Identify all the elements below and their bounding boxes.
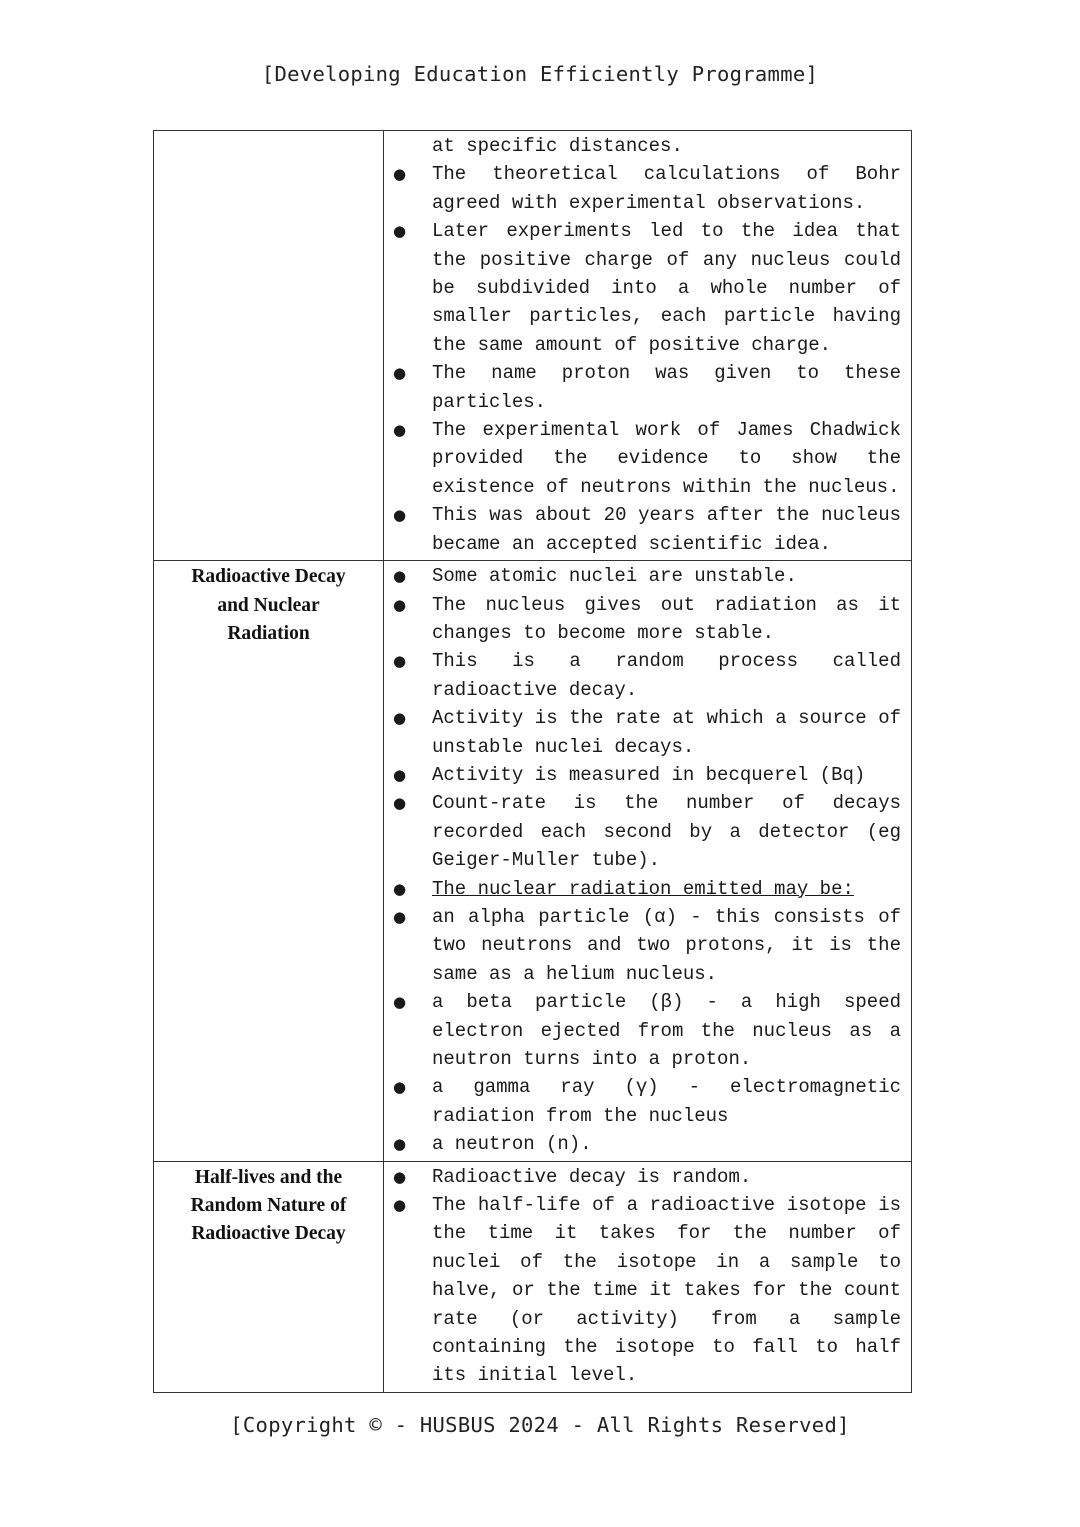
bullet-point <box>384 160 901 217</box>
topic-cell <box>154 1161 384 1392</box>
bullet-point <box>384 789 901 874</box>
bullet-point <box>384 1191 901 1390</box>
topic-heading-line: Half-lives and the <box>194 1166 343 1188</box>
topic-cell <box>154 561 384 1162</box>
bullet-text: Some atomic nuclei are unstable. <box>432 565 797 588</box>
bullet-point <box>384 875 901 903</box>
bullet-text: a neutron (n). <box>432 1133 592 1156</box>
page-header: [Developing Education Efficiently Programme] <box>261 62 819 86</box>
bullet-point <box>384 416 901 501</box>
bullet-point <box>384 1163 901 1191</box>
bullet-text: a gamma ray (γ) - electromagnetic radiation from the nucleus <box>432 1076 901 1127</box>
page-footer: [Copyright © - HUSBUS 2024 - All Rights Reserved] <box>230 1413 850 1437</box>
bullet-point <box>384 647 901 704</box>
topic-heading-line: Radioactive Decay <box>191 1223 346 1245</box>
bullet-point <box>384 591 901 648</box>
notes-cell <box>384 131 912 561</box>
table-row <box>154 1161 912 1392</box>
bullet-text: The name proton was given to these particles. <box>432 362 901 413</box>
bullet-text: The nuclear radiation emitted may be: <box>432 877 854 900</box>
bullet-point <box>384 761 901 789</box>
bullet-text: This is a random process called radioactive decay. <box>432 650 901 701</box>
bullet-text: The half-life of a radioactive isotope is the time it takes for the number of nuclei of the isotope in a sample to halve, or the time it takes for the count rate (or activity) from a sample containing the isotope to fall to half its initial level. <box>432 1194 901 1387</box>
bullet-text: Radioactive decay is random. <box>432 1165 752 1188</box>
notes-table <box>153 130 912 1393</box>
bullet-text: at specific distances. <box>432 135 683 157</box>
bullet-text: a beta particle (β) - a high speed electron ejected from the nucleus as a neutron turns into a proton. <box>432 991 901 1070</box>
bullet-list <box>384 1162 911 1392</box>
bullet-text: Count-rate is the number of decays recorded each second by a detector (eg Geiger-Muller tube). <box>432 792 901 872</box>
topic-cell <box>154 131 384 561</box>
bullet-text: The experimental work of James Chadwick provided the evidence to show the existence of neutrons within the nucleus. <box>432 419 901 498</box>
bullet-text: an alpha particle (α) - this consists of two neutrons and two protons, it is the same as a helium nucleus. <box>432 905 901 985</box>
bullet-text: Later experiments led to the idea that the positive charge of any nucleus could be subdivided into a whole number of smaller particles, each particle having the same amount of positive charge. <box>432 220 901 356</box>
topic-heading-line: Radiation <box>227 622 310 644</box>
table-row <box>154 561 912 1162</box>
bullet-point <box>384 1073 901 1130</box>
bullet-point <box>384 217 901 359</box>
bullet-text: The nucleus gives out radiation as it changes to become more stable. <box>432 593 901 644</box>
table-body <box>154 131 912 1393</box>
bullet-point <box>384 562 901 590</box>
table-row <box>154 131 912 561</box>
bullet-point <box>384 1130 901 1158</box>
notes-cell <box>384 561 912 1162</box>
bullet-text: Activity is measured in becquerel (Bq) <box>432 763 866 786</box>
bullet-text: The theoretical calculations of Bohr agreed with experimental observations. <box>432 163 901 214</box>
topic-heading-line: Random Nature of <box>190 1195 347 1217</box>
bullet-list <box>384 561 911 1161</box>
topic-heading-line: and Nuclear <box>217 594 320 616</box>
bullet-text: This was about 20 years after the nucleus became an accepted scientific idea. <box>432 504 901 555</box>
bullet-point <box>384 359 901 416</box>
notes-cell <box>384 1161 912 1392</box>
bullet-point <box>384 501 901 558</box>
bullet-list <box>384 131 911 560</box>
topic-heading-line: Radioactive Decay <box>191 566 346 588</box>
bullet-point <box>384 988 901 1073</box>
bullet-point <box>384 704 901 761</box>
bullet-text: Activity is the rate at which a source of unstable nuclei decays. <box>432 707 901 758</box>
bullet-point <box>384 903 901 988</box>
continued-text <box>384 132 901 160</box>
